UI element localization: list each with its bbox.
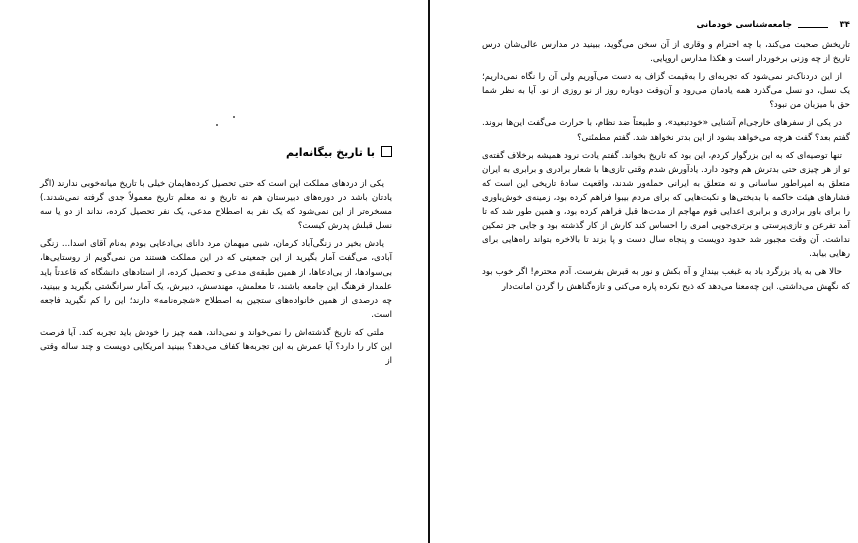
running-header	[482, 20, 850, 34]
left-body-text	[40, 177, 392, 368]
page-speck	[233, 116, 235, 118]
right-page	[430, 0, 858, 543]
checkbox-bullet-icon	[381, 146, 392, 157]
paragraph: تاریخش صحبت می‌کند، با چه احترام و وقاری از آن سخن می‌گوید، ببینید در مدارس عالی‌شان درس تاریخ از چه وزنی برخوردار است و هکذا مدارس اروپایی.	[482, 40, 850, 65]
page-number: ۳۴	[839, 20, 850, 30]
paragraph: از این دردناک‌تر نمی‌شود که تجربه‌ای را به‌قیمت گزاف به دست می‌آوریم ولی آن را نگاه نمی‌داریم؛ یک نسل، دو نسل می‌گذرد همه یادمان می‌رود و آن‌وقت دوباره روز از نو روزی از نو. آیا به نظر شما حق با میزبان من نبود؟	[482, 72, 850, 111]
section-heading	[40, 146, 392, 159]
right-body-text	[482, 38, 850, 294]
paragraph: تنها توصیه‌ای که به این بزرگوار کردم، این بود که تاریخ بخواند. گفتم یادت نرود همیشه برخلاف گفته‌ی تو از هر چیزی حتی بدترش هم وجود دارد. یادآورش شدم وقتی تازی‌ها با شعار برادری و برابری به ایران متعلق به امپراطور ساسانی و نه متعلق به ایرانی حمله‌ور شدند، واقعیت سادهٔ تاریخی این است که فشارهای هیئت حاکمه با بدبختی‌ها و نکبت‌هایی که برای مردم بیبوا فراهم کرده بود، زمینه‌ی خوش‌باوری را برای باور برادری و برابری اعدایی قوم مهاجم از مدت‌ها قبل فراهم کرده بود، و همین طور شد که تا آمد تفرعن و تازی‌پرستی و برتری‌جویی امری را احساس کند کارش از کار گذشته بود و جایی جز تمکین نداشت. آن وقت مجبور شد حدود دویست و پنجاه سال دست و پا بزند تا بالاخره بتواند راه‌هایی برای رهایی بیابد.	[482, 150, 850, 260]
paragraph: در یکی از سفرهای خارجی‌ام آشنایی «خودتبعید»، و طبیعتاً ضد نظام، با حرارت می‌گفت این‌ها بروند. گفتم بعد؟ گفت هرچه می‌خواهد بشود از این بدتر نخواهد شد. گفتم مطمئنی؟	[482, 118, 850, 143]
paragraph: یادش بخیر در زنگی‌آباد کرمان، شبی میهمان مرد دانای بی‌ادعایی بودم به‌نام آقای اسدا... زنگی آبادی، می‌گفت آمار بگیرید از این جمعیتی که در این مملکت هستند من نمی‌گویم از روستایی‌ها، بی‌سوادها، از بی‌ادعاها، از همین طبقه‌ی مدعی و تحصیل کرده، از استادهای دانشگاه که قاعدتاً باید علمدار فرهنگ این جامعه باشند، تا معلمش، مهندسش، دبیرش، یک آمار سرانگشتی بگیرید و ببینید، چه درصدی از همین خانواده‌های ستجین به اصطلاح «شجره‌نامه» دارند؛ این را کم نگیرید فاجعه است.	[40, 239, 392, 320]
left-page	[0, 0, 428, 543]
running-title: جامعه‌شناسی خودمانی	[696, 20, 792, 30]
page-speck	[216, 124, 218, 126]
paragraph: ملتی که تاریخ گذشته‌اش را نمی‌خواند و نمی‌داند، همه چیز را خودش باید تجربه کند. آیا فرصت این کار را دارد؟ آیا عمرش به این تجربه‌ها کفاف می‌دهد؟ ببینید امریکایی دویست و چند ساله وقتی از	[40, 327, 392, 367]
paragraph: یکی از دردهای مملکت این است که حتی تحصیل کرده‌هایمان خیلی با تاریخ میانه‌خوبی ندارند (اگر یادتان باشد در دوره‌های دبیرستان هم نه تاریخ و نه معلم تاریخ معمولاً جدی گرفته نمی‌شدند.) مسخره‌تر از این نمی‌شود که یک نفر به اصطلاح مدعی، یک نفر تحصیل کرده، نداند از دو یا سه نسل قبلش پدرش کیست؟	[40, 179, 392, 232]
paragraph: حالا هی به یاد بزرگرد باد به غبغب بیندازِ و آه بکش و نور به قبرش بفرست. آدم محترم! اگر خوب بود که نگهش می‌داشتی. این چه‌معنا می‌دهد که ذبح نکرده پاره می‌کنی و تازه‌گناهش را گردن امانت‌دار	[482, 267, 850, 292]
header-rule	[798, 27, 828, 28]
section-heading-text: با تاریخ بیگانه‌ایم	[285, 146, 375, 159]
